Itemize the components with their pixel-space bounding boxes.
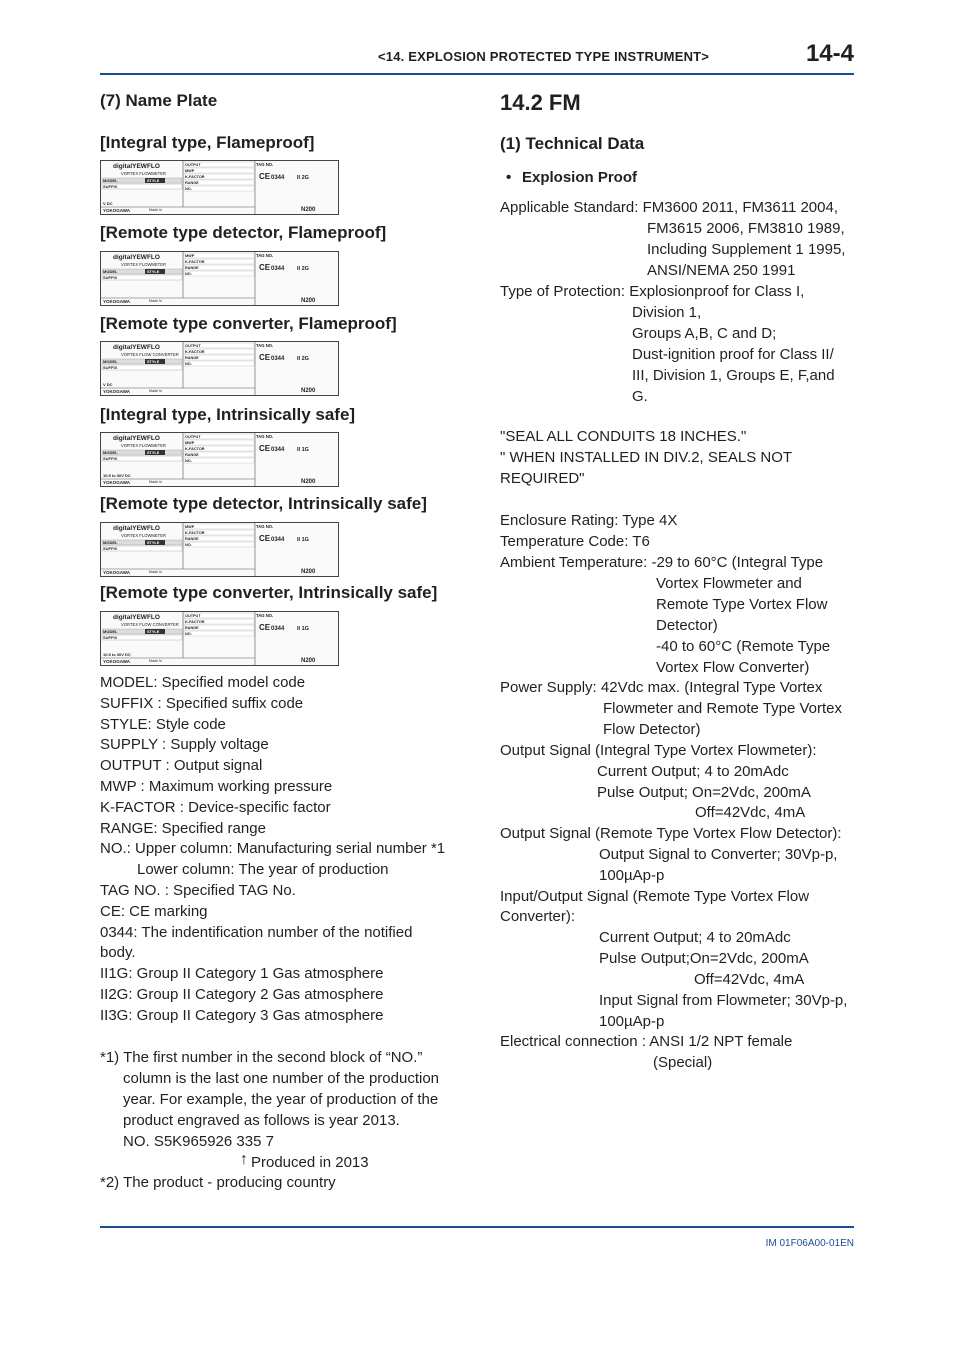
definition-line: II2G: Group II Category 2 Gas atmosphere — [100, 986, 384, 1003]
plate-row-label: SUFFIX — [103, 546, 118, 551]
plate-row-label: MODEL — [103, 178, 118, 183]
made-in-label: Made in — [149, 570, 162, 574]
ex-group: II 1G — [297, 626, 309, 632]
ce-mark: CE — [259, 623, 271, 632]
technical-data-line: Electrical connection : ANSI 1/2 NPT female — [500, 1033, 793, 1050]
n200-mark: N200 — [301, 658, 316, 664]
plate-field-label: K-FACTOR — [185, 620, 205, 624]
name-plate-drawing — [101, 523, 338, 576]
notified-body-number: 0344 — [271, 626, 285, 632]
plate-row-label: MODEL — [103, 629, 118, 634]
style-label: STYLE — [147, 630, 160, 634]
technical-data-line: (Special) — [653, 1054, 713, 1071]
tag-label: TAG NO. — [256, 613, 274, 618]
ex-group: II 2G — [297, 175, 309, 181]
plate-field — [184, 542, 254, 547]
plate-field-label: OUTPUT — [185, 435, 201, 439]
yokogawa-brand: YOKOGAWA — [103, 659, 131, 664]
technical-data-line: G. — [632, 388, 648, 405]
technical-data-line: Division 1, — [632, 304, 702, 321]
technical-data-line: Ambient Temperature: -29 to 60°C (Integral Type — [500, 554, 824, 571]
name-plate-image — [100, 251, 339, 306]
name-plate-image — [100, 341, 339, 396]
ex-group: II 2G — [297, 266, 309, 272]
definition-line: MWP : Maximum working pressure — [100, 778, 333, 795]
name-plate-drawing — [101, 252, 338, 305]
footnote-line: column is the last one number of the production — [123, 1070, 440, 1087]
product-name: VORTEX FLOW CONVERTER — [121, 622, 179, 627]
plate-field — [184, 253, 254, 258]
subsection-title: (1) Technical Data — [500, 134, 645, 153]
plate-row-label: SUFFIX — [103, 635, 118, 640]
brand-logo: digitalYEWFLO — [113, 163, 160, 170]
plate-title: [Remote type converter, Flameproof] — [100, 314, 397, 333]
brand-logo: digitalYEWFLO — [113, 614, 160, 621]
footnote-line: *1) The first number in the second block of “NO.” — [100, 1049, 423, 1066]
plate-field — [184, 361, 254, 366]
technical-data-line: Off=42Vdc, 4mA — [695, 804, 806, 821]
plate-field — [184, 458, 254, 463]
supply-label: V DC — [103, 201, 113, 206]
section-title: 14.2 FM — [500, 90, 581, 115]
technical-data-line: ANSI/NEMA 250 1991 — [647, 262, 796, 279]
plate-row-label: SUFFIX — [103, 456, 118, 461]
plate-field-label: RANGE — [185, 537, 199, 541]
footer-rule — [100, 1226, 854, 1228]
n200-mark: N200 — [301, 388, 316, 394]
notified-body-number: 0344 — [271, 175, 285, 181]
bullet-heading: Explosion Proof — [522, 169, 638, 186]
plate-field-label: MWP — [185, 169, 195, 173]
plate-field — [184, 440, 254, 445]
ce-mark: CE — [259, 534, 271, 543]
ce-mark: CE — [259, 353, 271, 362]
plate-row-label: MODEL — [103, 540, 118, 545]
plate-field-label: K-FACTOR — [185, 447, 205, 451]
plate-row-label: SUFFIX — [103, 365, 118, 370]
technical-data-line: FM3615 2006, FM3810 1989, — [647, 220, 845, 237]
definition-line: 0344: The indentification number of the notified — [100, 923, 413, 941]
plate-field-label: NO. — [185, 632, 192, 636]
technical-data-line: "SEAL ALL CONDUITS 18 INCHES." — [500, 428, 747, 445]
up-arrow-icon: ↑ — [240, 1151, 248, 1168]
footnote-line: year. For example, the year of production of the — [123, 1091, 439, 1108]
plate-field-label: K-FACTOR — [185, 175, 205, 179]
brand-logo: digitalYEWFLO — [113, 254, 160, 261]
supply-label: 10.5 to 30V DC — [103, 473, 131, 478]
notified-body-number: 0344 — [271, 266, 285, 272]
definition-line: TAG NO. : Specified TAG No. — [100, 882, 296, 899]
ex-group: II 1G — [297, 447, 309, 453]
name-plate-image — [100, 160, 339, 215]
plate-row-label: SUFFIX — [103, 275, 118, 280]
plate-field — [184, 271, 254, 276]
made-in-label: Made in — [149, 299, 162, 303]
brand-logo: digitalYEWFLO — [113, 344, 160, 351]
technical-data-line: Output Signal (Remote Type Vortex Flow Detector): — [500, 825, 842, 842]
product-name: VORTEX FLOWMETER — [121, 533, 167, 538]
plate-field — [184, 186, 254, 191]
footnote-line: *2) The product - producing country — [100, 1174, 336, 1191]
bullet-icon: • — [506, 169, 512, 186]
plate-field — [184, 168, 254, 173]
tag-label: TAG NO. — [256, 253, 274, 258]
technical-data-line: -40 to 60°C (Remote Type — [656, 638, 831, 655]
yokogawa-brand: YOKOGAWA — [103, 208, 131, 213]
supply-label: 10.5 to 30V DC — [103, 652, 131, 657]
name-plate-drawing — [101, 342, 338, 395]
plate-field-label: RANGE — [185, 181, 199, 185]
plate-field-label: NO. — [185, 187, 192, 191]
technical-data-line: Type of Protection: Explosionproof for Class I, — [500, 283, 805, 300]
technical-data-line: Pulse Output;On=2Vdc, 200mA — [599, 950, 809, 967]
footnote-line: product engraved as follows is year 2013. — [123, 1112, 400, 1129]
plate-title: [Integral type, Intrinsically safe] — [100, 405, 356, 424]
ce-mark: CE — [259, 263, 271, 272]
technical-data-line: Power Supply: 42Vdc max. (Integral Type Vortex — [500, 679, 823, 696]
plate-field-label: K-FACTOR — [185, 531, 205, 535]
definition-line: K-FACTOR : Device-specific factor — [100, 798, 331, 816]
plate-field-label: NO. — [185, 272, 192, 276]
notified-body-number: 0344 — [271, 356, 285, 362]
plate-field-label: NO. — [185, 459, 192, 463]
brand-logo: digitalYEWFLO — [113, 525, 160, 532]
technical-data-line: Flowmeter and Remote Type Vortex — [603, 700, 843, 717]
definition-line: II1G: Group II Category 1 Gas atmosphere — [100, 965, 384, 983]
technical-data-line: Pulse Output; On=2Vdc, 200mA — [597, 784, 811, 801]
brand-logo: digitalYEWFLO — [113, 435, 160, 442]
technical-data-line: Off=42Vdc, 4mA — [694, 971, 805, 988]
notified-body-number: 0344 — [271, 447, 285, 453]
document-id: IM 01F06A00-01EN — [765, 1238, 854, 1249]
yokogawa-brand: YOKOGAWA — [103, 480, 131, 485]
plate-field-label: MWP — [185, 525, 195, 529]
definition-line: NO.: Upper column: Manufacturing serial number *1 — [100, 840, 446, 858]
style-label: STYLE — [147, 179, 160, 183]
technical-data-line: Applicable Standard: FM3600 2011, FM3611 2004, — [500, 199, 838, 216]
plate-field-label: OUTPUT — [185, 344, 201, 348]
name-plate-image — [100, 432, 339, 487]
product-name: VORTEX FLOWMETER — [121, 262, 167, 267]
made-in-label: Made in — [149, 208, 162, 212]
page-number: 14-4 — [805, 40, 854, 67]
footnote-line: NO. S5K965926 335 7 — [123, 1133, 274, 1150]
technical-data-line: Vortex Flowmeter and — [656, 575, 802, 592]
technical-data-line: Enclosure Rating: Type 4X — [500, 512, 678, 529]
technical-data-line: REQUIRED" — [500, 470, 585, 487]
style-label: STYLE — [147, 270, 160, 274]
plate-title: [Integral type, Flameproof] — [100, 133, 315, 152]
definition-line: II3G: Group II Category 3 Gas atmosphere — [100, 1006, 384, 1024]
style-label: STYLE — [147, 451, 160, 455]
plate-field-label: RANGE — [185, 266, 199, 270]
plate-row-label: SUFFIX — [103, 184, 118, 189]
ce-mark: CE — [259, 444, 271, 453]
technical-data-line: Including Supplement 1 1995, — [647, 241, 846, 258]
technical-data-line: Remote Type Vortex Flow — [656, 596, 828, 613]
plate-title: [Remote type converter, Intrinsically safe] — [100, 583, 438, 602]
n200-mark: N200 — [301, 569, 316, 575]
style-label: STYLE — [147, 360, 160, 364]
technical-data-line: 100µAp-p — [599, 1013, 665, 1030]
product-name: VORTEX FLOWMETER — [121, 171, 167, 176]
plate-field-label: MWP — [185, 254, 195, 258]
plate-field — [184, 524, 254, 529]
n200-mark: N200 — [301, 207, 316, 213]
supply-label: V DC — [103, 382, 113, 387]
definition-line: SUPPLY : Supply voltage — [100, 736, 269, 754]
technical-data-line: Detector) — [656, 617, 718, 634]
plate-row-label: MODEL — [103, 269, 118, 274]
technical-data-line: Dust-ignition proof for Class II/ — [632, 346, 834, 363]
name-plate-heading: (7) Name Plate — [100, 91, 218, 110]
plate-title: [Remote type detector, Flameproof] — [100, 223, 387, 242]
footnote-line: Produced in 2013 — [251, 1154, 369, 1171]
plate-field-label: K-FACTOR — [185, 350, 205, 354]
style-label: STYLE — [147, 541, 160, 545]
definition-line: body. — [100, 944, 136, 962]
technical-data-line: Groups A,B, C and D; — [632, 325, 777, 342]
ex-group: II 2G — [297, 356, 309, 362]
plate-field — [184, 631, 254, 636]
definition-line: MODEL: Specified model code — [100, 674, 306, 691]
plate-field-label: RANGE — [185, 626, 199, 630]
made-in-label: Made in — [149, 389, 162, 393]
technical-data-line: Vortex Flow Converter) — [656, 659, 810, 676]
plate-field-label: RANGE — [185, 356, 199, 360]
definition-line: STYLE: Style code — [100, 715, 226, 733]
ex-group: II 1G — [297, 537, 309, 543]
made-in-label: Made in — [149, 480, 162, 484]
n200-mark: N200 — [301, 479, 316, 485]
technical-data-line: Converter): — [500, 908, 576, 925]
made-in-label: Made in — [149, 659, 162, 663]
technical-data-line: Temperature Code: T6 — [500, 533, 650, 550]
product-name: VORTEX FLOW CONVERTER — [121, 352, 179, 357]
tag-label: TAG NO. — [256, 524, 274, 529]
technical-data-line: Output Signal to Converter; 30Vp-p, — [599, 846, 838, 863]
plate-field-label: MWP — [185, 441, 195, 445]
header-rule — [100, 73, 854, 75]
plate-row-label: MODEL — [103, 450, 118, 455]
technical-data-line: III, Division 1, Groups E, F,and — [632, 367, 835, 384]
technical-data-line: Current Output; 4 to 20mAdc — [599, 929, 791, 946]
product-name: VORTEX FLOWMETER — [121, 443, 167, 448]
notified-body-number: 0344 — [271, 537, 285, 543]
technical-data-line: Flow Detector) — [603, 721, 701, 738]
plate-field-label: NO. — [185, 362, 192, 366]
tag-label: TAG NO. — [256, 162, 274, 167]
yokogawa-brand: YOKOGAWA — [103, 299, 131, 304]
technical-data-line: " WHEN INSTALLED IN DIV.2, SEALS NOT — [500, 449, 793, 466]
plate-field-label: OUTPUT — [185, 163, 201, 167]
plate-row-label: MODEL — [103, 359, 118, 364]
technical-data-line: Output Signal (Integral Type Vortex Flowmeter): — [500, 742, 817, 759]
definition-line: CE: CE marking — [100, 902, 208, 920]
plate-field-label: RANGE — [185, 453, 199, 457]
underline-marker — [240, 1156, 256, 1157]
definition-line: OUTPUT : Output signal — [100, 757, 263, 775]
name-plate-drawing — [101, 433, 338, 486]
name-plate-drawing — [101, 612, 338, 665]
technical-data-line: Current Output; 4 to 20mAdc — [597, 763, 789, 780]
plate-field-label: K-FACTOR — [185, 260, 205, 264]
yokogawa-brand: YOKOGAWA — [103, 570, 131, 575]
definition-line: RANGE: Specified range — [100, 819, 266, 837]
name-plate-image — [100, 522, 339, 577]
name-plate-image — [100, 611, 339, 666]
plate-field-label: OUTPUT — [185, 614, 201, 618]
ce-mark: CE — [259, 172, 271, 181]
plate-title: [Remote type detector, Intrinsically safe] — [100, 494, 427, 513]
running-header: <14. EXPLOSION PROTECTED TYPE INSTRUMENT> — [378, 49, 710, 64]
tag-label: TAG NO. — [256, 343, 274, 348]
technical-data-line: Input/Output Signal (Remote Type Vortex Flow — [500, 888, 810, 905]
definition-line: Lower column: The year of production — [137, 861, 389, 879]
n200-mark: N200 — [301, 298, 316, 304]
definition-line: SUFFIX : Specified suffix code — [100, 694, 304, 712]
tag-label: TAG NO. — [256, 434, 274, 439]
yokogawa-brand: YOKOGAWA — [103, 389, 131, 394]
name-plate-drawing — [101, 161, 338, 214]
plate-field-label: NO. — [185, 543, 192, 547]
technical-data-line: Input Signal from Flowmeter; 30Vp-p, — [599, 992, 848, 1009]
technical-data-line: 100µAp-p — [599, 867, 665, 884]
